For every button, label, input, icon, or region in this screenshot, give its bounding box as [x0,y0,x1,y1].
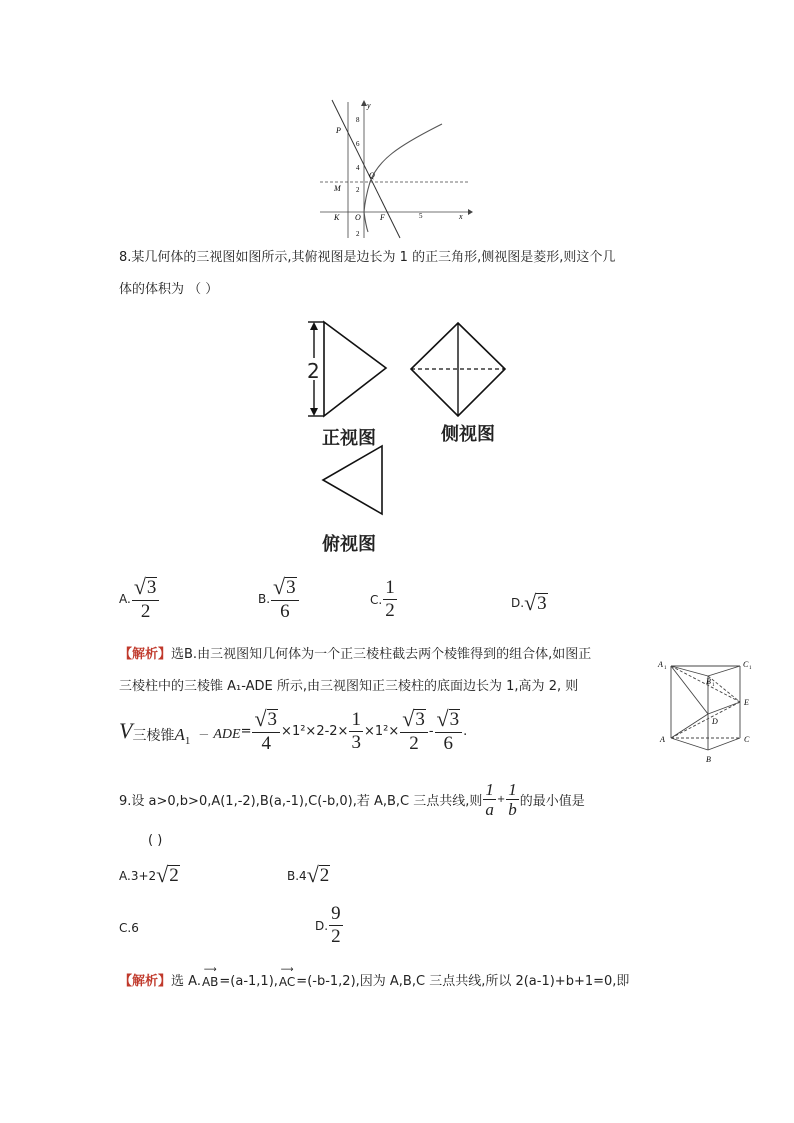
q8-option-a[interactable] [119,576,160,622]
prism-c-label: C [744,735,750,744]
sol9-tag: 【解析】 [119,974,172,989]
q9-option-d-den: 2 [331,926,341,947]
front-view-dim-label: 2 [307,359,320,383]
top-view-label: 俯视图 [322,534,376,555]
sol8-mid2: ×1²× [363,723,400,739]
q8-option-c-label: C. [370,592,383,607]
graph-tick-2: 2 [356,186,360,194]
graph-tick-6: 6 [356,140,360,148]
graph-f-label: F [380,213,385,222]
q9-frac-b [506,781,519,818]
side-view-label: 侧视图 [441,424,495,445]
q8-option-d-label: D. [511,596,525,610]
graph-o-label: O [355,213,361,222]
graph-q-label: Q [369,171,375,180]
sol8-frac3-num: 3 [415,709,425,730]
sol8-frac2-num: 1 [351,708,361,730]
q9-option-a[interactable]: A.3+2 √ 2 [119,862,179,887]
sol9-ab-val: =(a-1,1), [219,974,278,989]
sol8-frac4-den: 6 [443,733,454,754]
q9-frac-b-den: b [508,799,517,819]
q8-option-c-fraction [383,578,397,621]
q9-frac-a [483,781,496,818]
sol8-a1-sub: 1 [184,735,191,747]
q9-option-d-num: 9 [331,903,341,924]
q9-option-a-val: 2 [169,865,179,886]
sol8-frac3: √ 3 2 [400,708,428,754]
prism-b1-label: B [706,677,711,686]
graph-p-label: P [336,126,341,135]
prism-c1-label: C [743,660,749,669]
q8-option-b-num: 3 [286,577,296,598]
sol9-pre: 选 A. [171,974,201,989]
q8-option-b-label: B. [258,592,271,606]
sol8-ade: ADE [213,727,241,742]
sol8-line1 [119,646,591,664]
sol8-frac1: √ 3 4 [252,708,280,754]
prism-e-label: E [744,698,749,707]
q9-frac-b-num: 1 [508,779,517,799]
sol8-frac4-num: 3 [449,709,460,730]
sol9-ac-val: =(-b-1,2),因为 A,B,C 三点共线,所以 2(a-1)+b+1=0,即 [296,974,630,989]
top-view-figure [318,442,388,518]
prism-a1-label: A [658,660,663,669]
sol8-eq: = [240,723,252,739]
q8-option-a-den: 2 [140,601,151,622]
sol8-frac1-den: 4 [261,733,271,754]
q8-line1: 8.某几何体的三视图如图所示,其俯视图是边长为 1 的正三角形,侧视图是菱形,则这个几 [119,250,616,265]
graph-x-label: x [459,212,463,221]
graph-tick-4: 4 [356,164,360,172]
front-view-label: 正视图 [322,428,376,449]
prism-c1-sub: 1 [749,666,752,671]
q9-option-d-fraction [329,904,343,947]
graph-k-label: K [334,213,340,222]
sol8-mid1: ×1²×2-2× [281,723,349,739]
q9-frac-a-num: 1 [485,779,494,799]
sol9-line1: 【解析】 选 A. ⟶ AB =(a-1,1), ⟶ AC =(-b-1,2),因为 A,B,C 三点共线,所以 2(a-1)+b+1=0,即 [119,965,630,989]
sol8-frac4: √ 3 6 [435,708,463,754]
q9-text-pre: 9.设 a>0,b>0,A(1,-2),B(a,-1),C(-b,0),若 A,B,C 三点共线,则 [119,793,483,809]
sol8-frac1-num: 3 [267,709,278,730]
q9-option-d[interactable] [315,904,344,947]
sol8-text1: 选B.由三视图知几何体为一个正三棱柱截去两个棱锥得到的组合体,如图正 [171,647,592,662]
sol8-a1: A [174,725,185,744]
prism-figure [656,656,778,770]
q9-plus: + [496,793,506,805]
graph-tick-8: 8 [356,116,360,124]
sol8-formula [119,702,467,760]
q9-option-b-label: B.4 [287,869,307,883]
prism-d-label: D [712,717,718,726]
graph-tick-neg2: 2 [356,230,360,238]
q9-line1 [119,776,585,822]
sol8-frac2 [349,710,363,753]
q9-option-a-label: A.3+2 [119,869,157,883]
sol9-ab: AB [201,975,219,989]
q9-option-b[interactable]: B.4 √ 2 [287,862,330,887]
q8-option-a-label: A. [119,592,131,606]
q8-option-b-den: 6 [280,601,290,622]
q9-line2: ( ) [148,833,163,848]
sol8-frac3-den: 2 [409,733,419,754]
q8-option-a-fraction: √ 3 2 [132,576,160,622]
sol8-line2: 三棱柱中的三棱锥 A₁-ADE 所示,由三视图知正三棱柱的底面边长为 1,高为 2, 则 [119,679,579,694]
sol8-mid3: - [428,723,434,739]
graph-m-label: M [334,184,341,193]
q9-text-post: 的最小值是 [519,793,585,809]
graph-tick-5: 5 [419,212,423,220]
q8-option-d-val: 3 [537,593,547,614]
parabola-graph [318,98,474,240]
q8-option-d[interactable]: D. √ 3 [511,590,547,615]
prism-a1-sub: 1 [664,666,667,671]
q9-option-b-val: 2 [319,865,330,886]
graph-y-label: y [367,101,371,110]
sol9-ac: AC [278,975,296,989]
q9-frac-a-den: a [485,799,494,819]
q8-option-c-den: 2 [385,600,395,621]
prism-b1-sub: 1 [712,683,715,688]
q8-option-c[interactable] [370,578,398,621]
side-view-figure [408,320,508,420]
q8-option-c-num: 1 [385,577,395,598]
sol8-end: . [463,723,468,739]
q9-option-c[interactable]: C.6 [119,921,139,935]
prism-a-label: A [660,735,665,744]
q8-option-b[interactable] [258,576,300,622]
q8-option-a-num: 3 [146,577,157,598]
sol8-tag: 【解析】 [119,647,172,662]
sol8-dash: － [198,728,210,741]
sol8-v-sub: 三棱锥 [132,728,175,744]
sol8-v: V [119,718,133,743]
sol8-frac2-den: 3 [351,731,361,753]
q8-option-b-fraction: √ 3 6 [271,576,299,622]
prism-b-label: B [706,755,711,764]
q9-option-d-label: D. [315,918,329,933]
q8-line2: 体的体积为 （ ） [119,282,219,297]
